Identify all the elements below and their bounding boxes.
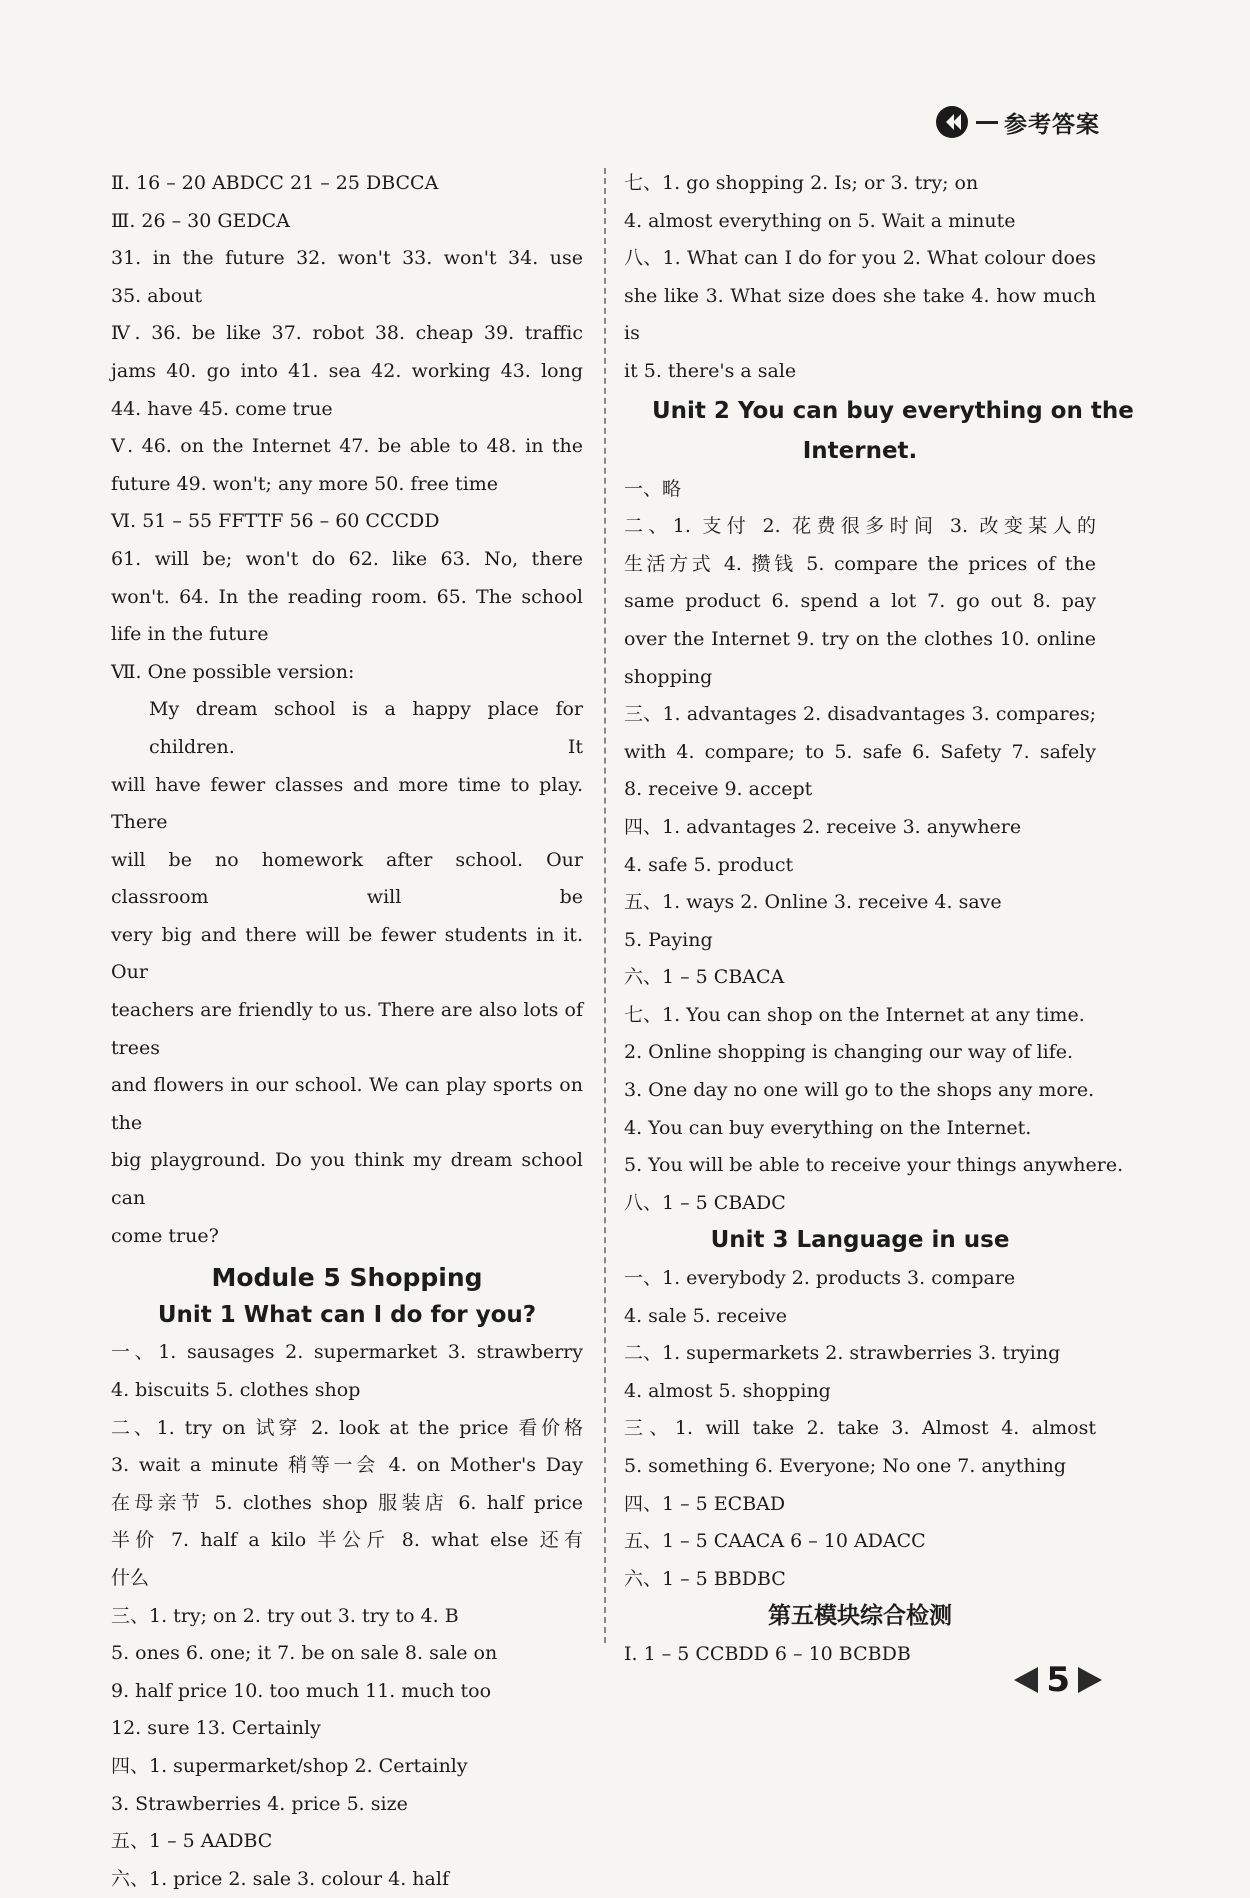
answer-line: 2. Online shopping is changing our way of life. xyxy=(624,1041,1074,1064)
answer-line: 5. ones 6. one; it 7. be on sale 8. sale on xyxy=(111,1642,498,1665)
essay-line: come true? xyxy=(111,1224,219,1247)
page-number: 5 xyxy=(1046,1660,1070,1700)
answer-line: 五、1 – 5 AADBC xyxy=(111,1830,273,1853)
unit2-title-line1: Unit 2 You can buy everything on the xyxy=(652,397,1134,424)
answer-line: 31. in the future 32. won't 33. won't 34. use xyxy=(111,247,583,270)
next-arrow-icon xyxy=(1078,1667,1102,1693)
page-header xyxy=(934,104,1100,140)
answer-line: Ⅱ. 16 – 20 ABDCC 21 – 25 DBCCA xyxy=(111,172,439,194)
answer-line: 44. have 45. come true xyxy=(111,397,333,420)
module-test-title: 第五模块综合检测 xyxy=(768,1603,952,1630)
page-footer xyxy=(1014,1660,1102,1700)
answer-line: 七、1. You can shop on the Internet at any time. xyxy=(624,1003,1085,1026)
answer-line: future 49. won't; any more 50. free time xyxy=(111,472,499,495)
answer-line: Ⅲ. 26 – 30 GEDCA xyxy=(111,209,290,232)
answer-line: shopping xyxy=(624,665,713,688)
essay-line: My dream school is a happy place for children. It xyxy=(149,698,583,758)
answer-line: 12. sure 13. Certainly xyxy=(111,1717,321,1740)
answer-line: 五、1. ways 2. Online 3. receive 4. save xyxy=(624,891,1002,914)
answer-line: won't. 64. In the reading room. 65. The school xyxy=(111,585,583,608)
answer-line: it 5. there's a sale xyxy=(624,359,797,382)
answer-line: 二、1. supermarkets 2. strawberries 3. trying xyxy=(624,1342,1061,1365)
double-arrow-logo-icon xyxy=(934,104,970,140)
unit3-title: Unit 3 Language in use xyxy=(710,1227,1010,1254)
answer-line: 在母亲节 5. clothes shop 服装店 6. half price xyxy=(111,1491,583,1514)
answer-line: she like 3. What size does she take 4. how much is xyxy=(624,284,1096,345)
answer-line: 四、1. supermarket/shop 2. Certainly xyxy=(111,1754,468,1777)
answer-line: 四、1 – 5 ECBAD xyxy=(624,1492,786,1515)
answer-line: 4. almost 5. shopping xyxy=(624,1379,831,1402)
answer-line: 9. half price 10. too much 11. much too xyxy=(111,1679,492,1702)
answer-line: jams 40. go into 41. sea 42. working 43. long xyxy=(111,359,583,382)
essay-line: and flowers in our school. We can play sports on the xyxy=(111,1074,583,1134)
answer-line: 六、1 – 5 CBACA xyxy=(624,966,785,989)
answer-line: 5. Paying xyxy=(624,928,713,951)
answer-line: 5. something 6. Everyone; No one 7. anything xyxy=(624,1455,1067,1477)
answer-line: Ⅰ. 1 – 5 CCBDD 6 – 10 BCBDB xyxy=(624,1642,911,1665)
answer-line: 八、1 – 5 CBADC xyxy=(624,1191,786,1214)
column-divider xyxy=(604,168,606,1643)
answer-line: 八、1. What can I do for you 2. What colour does xyxy=(624,247,1096,270)
answer-line: Ⅴ. 46. on the Internet 47. be able to 48. in the xyxy=(111,435,583,458)
essay-line: big playground. Do you think my dream school can xyxy=(111,1149,583,1210)
left-column xyxy=(111,165,583,1898)
answer-line: Ⅵ. 51 – 55 FFTTF 56 – 60 CCCDD xyxy=(111,510,440,533)
answer-line: 二、1. try on 试穿 2. look at the price 看价格 xyxy=(111,1416,583,1439)
answer-line: Ⅶ. One possible version: xyxy=(111,660,355,683)
answer-line: 3. Strawberries 4. price 5. size xyxy=(111,1792,408,1815)
answer-line: 什么 xyxy=(111,1566,150,1589)
unit2-title-line2: Internet. xyxy=(802,437,918,464)
answer-line: 3. One day no one will go to the shops any more. xyxy=(624,1079,1095,1102)
answer-line: 4. biscuits 5. clothes shop xyxy=(111,1379,361,1401)
right-column xyxy=(624,165,1134,1674)
answer-line: 五、1 – 5 CAACA 6 – 10 ADACC xyxy=(624,1530,926,1553)
answer-line: 5. You will be able to receive your things anywhere. xyxy=(624,1154,1124,1177)
module-title: Module 5 Shopping xyxy=(211,1263,483,1293)
answer-line: 35. about xyxy=(111,284,203,307)
answer-line: 半价 7. half a kilo 半公斤 8. what else 还有 xyxy=(111,1529,583,1552)
unit1-title: Unit 1 What can I do for you? xyxy=(157,1301,537,1328)
answer-line: 二、1. 支付 2. 花费很多时间 3. 改变某人的 xyxy=(624,515,1096,538)
answer-line: 8. receive 9. accept xyxy=(624,778,813,801)
header-title: 参考答案 xyxy=(1004,111,1100,138)
answer-line: 一、略 xyxy=(624,477,682,500)
answer-line: 六、1. price 2. sale 3. colour 4. half xyxy=(111,1867,449,1890)
answer-line: 四、1. advantages 2. receive 3. anywhere xyxy=(624,815,1022,838)
answer-line: 61. will be; won't do 62. like 63. No, there xyxy=(111,547,583,570)
answer-line: 七、1. go shopping 2. Is; or 3. try; on xyxy=(624,172,979,194)
answer-line: 三、1. try; on 2. try out 3. try to 4. B xyxy=(111,1604,459,1627)
essay-line: will be no homework after school. Our classroom will be xyxy=(111,848,583,909)
essay-line: very big and there will be fewer students in it. Our xyxy=(111,923,583,984)
answer-line: 一、1. everybody 2. products 3. compare xyxy=(624,1267,1016,1290)
answer-line: 三、1. will take 2. take 3. Almost 4. almost xyxy=(624,1417,1096,1440)
answer-line: 4. almost everything on 5. Wait a minute xyxy=(624,209,1016,232)
answer-line: 4. safe 5. product xyxy=(624,853,794,876)
answer-line: with 4. compare; to 5. safe 6. Safety 7. safely xyxy=(624,740,1096,763)
answer-line: Ⅳ. 36. be like 37. robot 38. cheap 39. traffic xyxy=(111,322,583,345)
essay-line: will have fewer classes and more time to play. There xyxy=(111,773,583,834)
essay-line: teachers are friendly to us. There are also lots of trees xyxy=(111,999,583,1059)
answer-line: over the Internet 9. try on the clothes 10. online xyxy=(624,627,1096,650)
answer-line: 一、1. sausages 2. supermarket 3. strawberry xyxy=(111,1341,583,1364)
answer-line: life in the future xyxy=(111,623,269,646)
prev-arrow-icon xyxy=(1014,1667,1038,1693)
answer-line: same product 6. spend a lot 7. go out 8. pay xyxy=(624,590,1096,613)
answer-line: 4. You can buy everything on the Internet. xyxy=(624,1116,1032,1139)
answer-line: 3. wait a minute 稍等一会 4. on Mother's Day xyxy=(111,1454,583,1477)
header-dash xyxy=(976,121,998,124)
answer-line: 三、1. advantages 2. disadvantages 3. compares; xyxy=(624,703,1096,726)
answer-line: 4. sale 5. receive xyxy=(624,1304,788,1327)
answer-line: 六、1 – 5 BBDBC xyxy=(624,1567,786,1590)
answer-line: 生活方式 4. 攒钱 5. compare the prices of the xyxy=(624,552,1096,575)
